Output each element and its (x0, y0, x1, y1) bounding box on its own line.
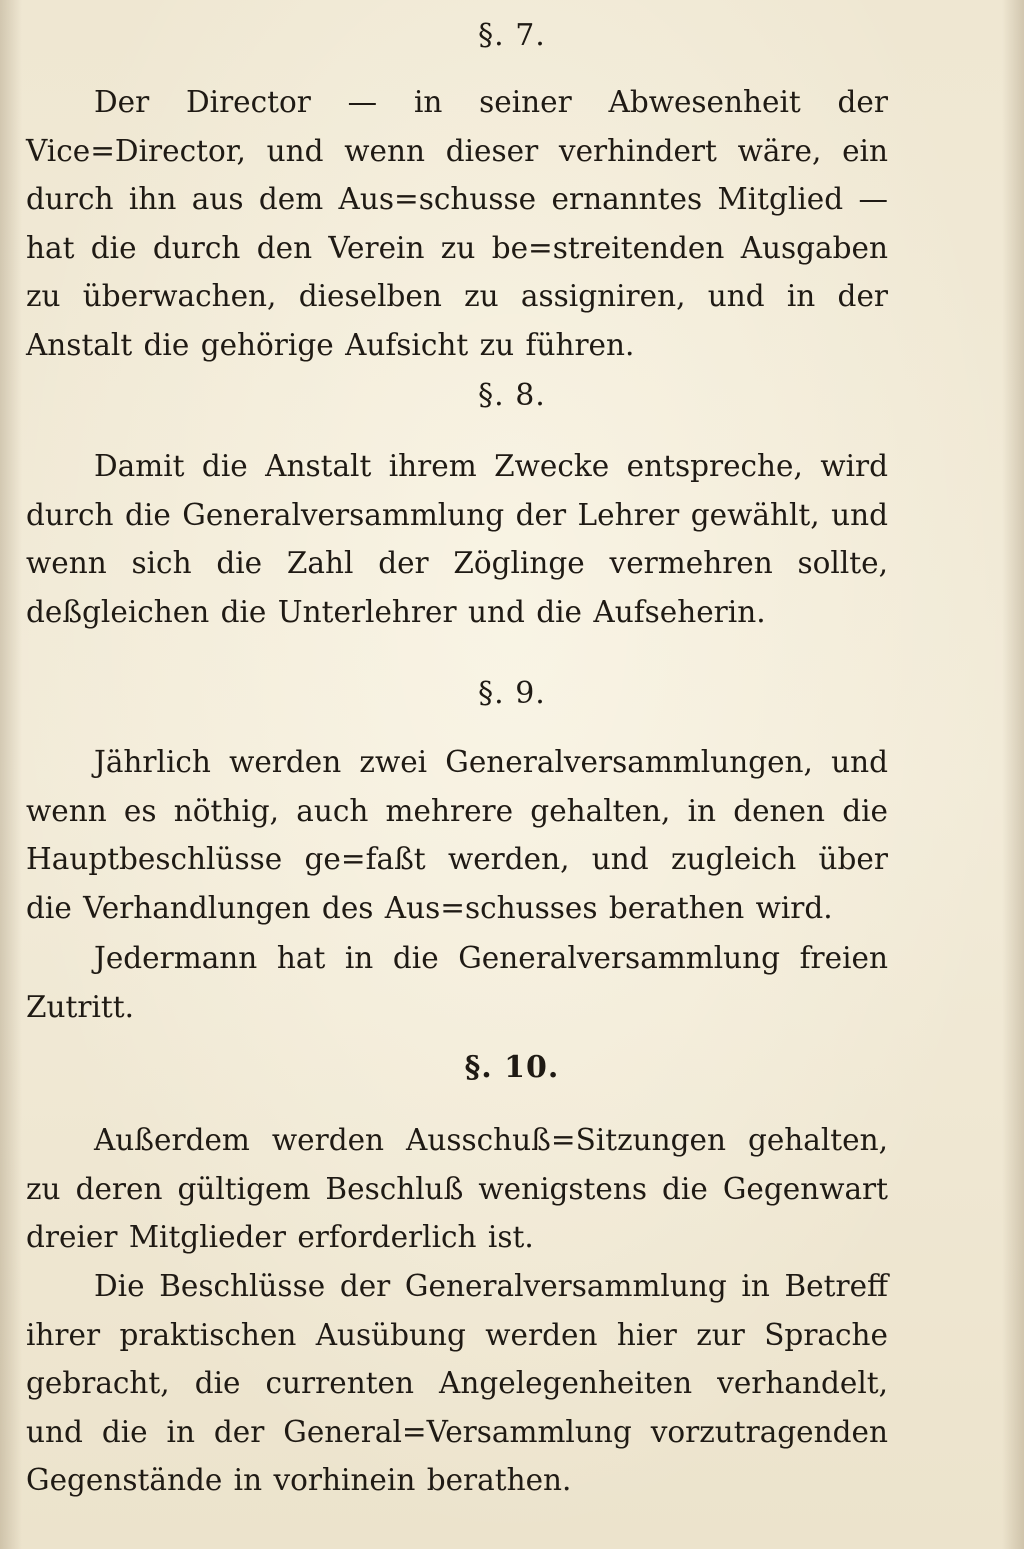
page-edge-left (0, 0, 22, 1549)
section-7-paragraph-1: Der Director — in seiner Abwesenheit der Vice=Director, und wenn dieser verhindert wäre, ein durch ihn aus dem Aus=schusse ernanntes Mitglied — hat die durch den Verein zu be=streitenden Ausgaben zu überwachen, dieselben zu assigniren, und in der Anstalt die gehörige Aufsicht zu führen. (26, 85, 888, 362)
section-9-paragraph-1: Jährlich werden zwei Generalversammlungen, und wenn es nöthig, auch mehrere gehalten, in denen die Hauptbeschlüsse ge=faßt werden, und zugleich über die Verhandlungen des Aus=schusses berathen wird. (26, 745, 888, 925)
section-10-paragraph-2: Die Beschlüsse der Generalversammlung in Betreff ihrer praktischen Ausübung werden hier zur Sprache gebracht, die currenten Angelegenheiten verhandelt, und die in der General=Versammlung vorzutragenden Gegenstände in vorhinein berathen. (26, 1269, 888, 1498)
section-8-paragraph-1: Damit die Anstalt ihrem Zwecke entspreche, wird durch die Generalversammlung der Lehrer gewählt, und wenn sich die Zahl der Zöglinge vermehren sollte, deßgleichen die Unterlehrer und die Aufseherin. (26, 449, 888, 629)
section-8-heading: §. 8. (478, 378, 546, 413)
section-10-heading: §. 10. (464, 1050, 560, 1085)
page-edge-right (1002, 0, 1024, 1549)
section-9-heading: §. 9. (478, 676, 546, 711)
section-10-paragraph-1: Außerdem werden Ausschuß=Sitzungen gehalten, zu deren gültigem Beschluß wenigstens die Gegenwart dreier Mitglieder erforderlich ist. (26, 1123, 888, 1255)
section-9-paragraph-2: Jedermann hat in die Generalversammlung freien Zutritt. (26, 941, 888, 1024)
section-7-heading: §. 7. (478, 18, 546, 53)
